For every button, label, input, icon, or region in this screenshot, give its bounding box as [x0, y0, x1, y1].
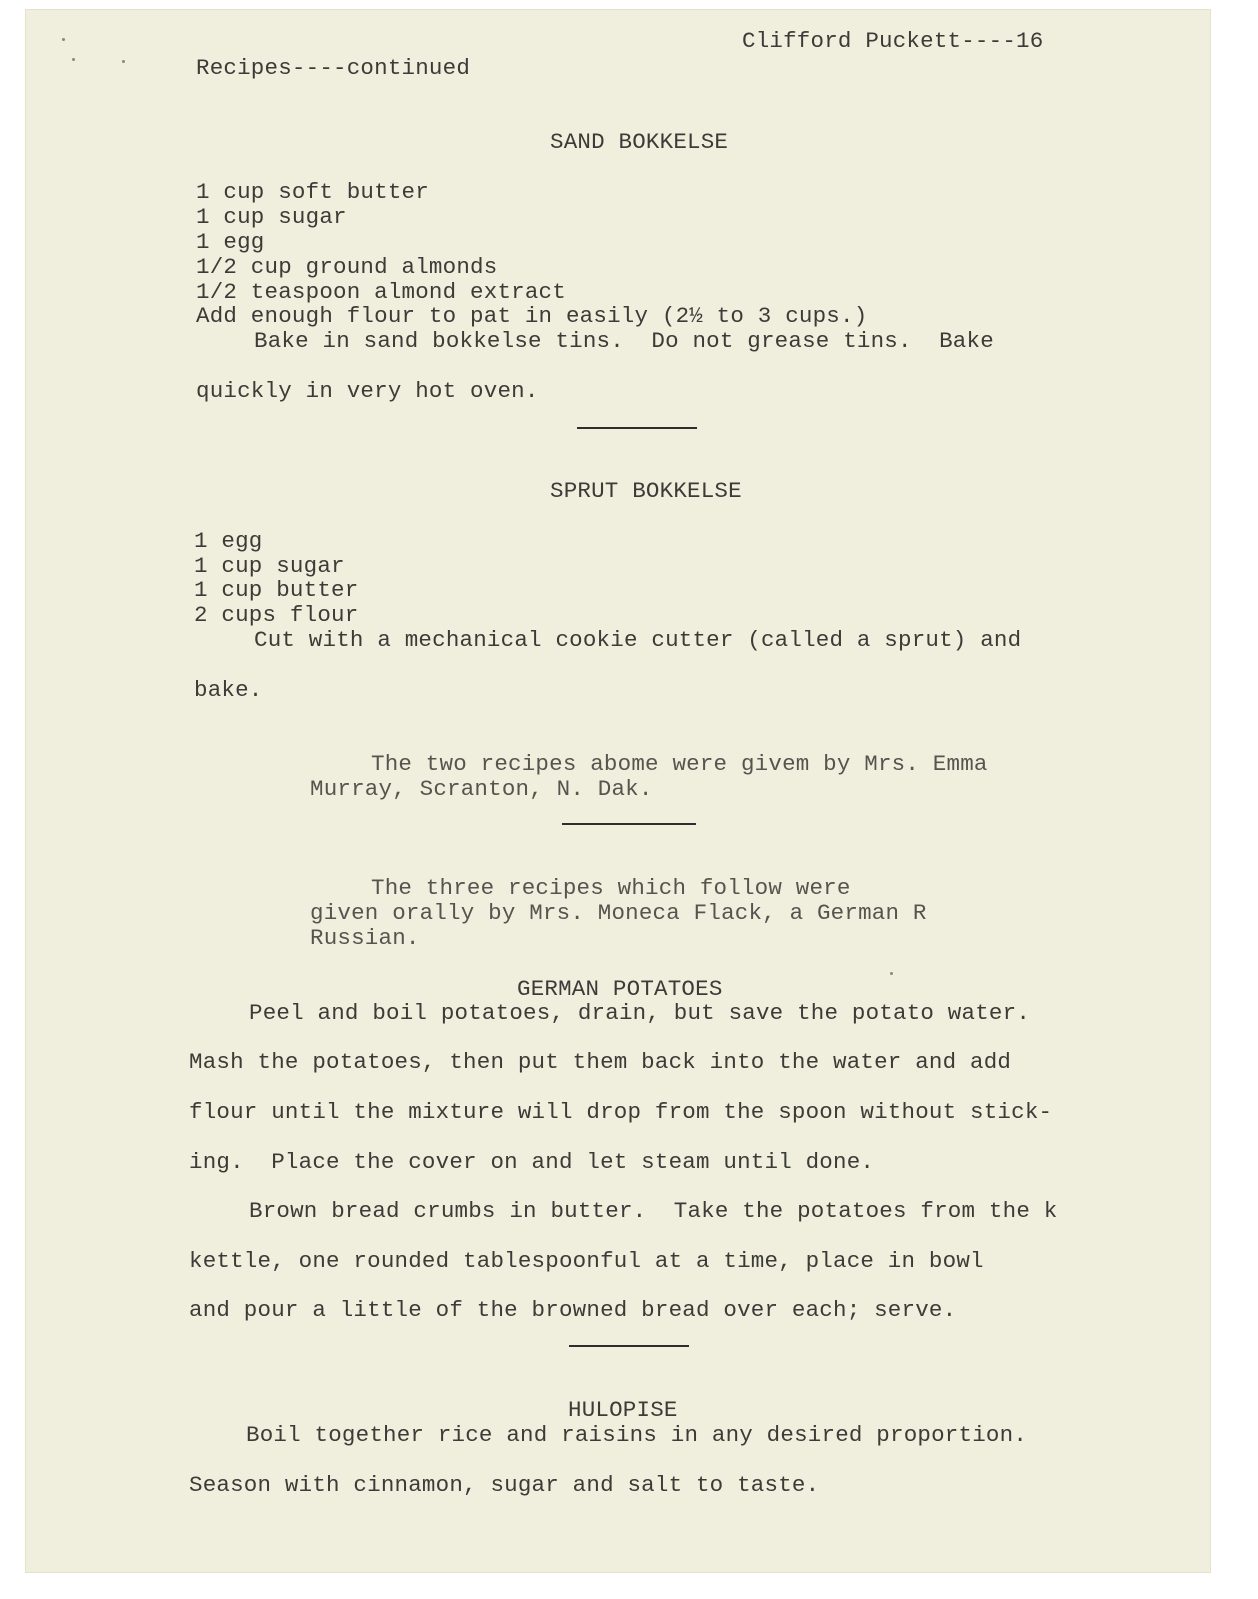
paragraph-line: Mash the potatoes, then put them back into the water and add	[189, 1049, 1012, 1075]
direction-line: quickly in very hot oven.	[196, 378, 539, 404]
recipe-title-hulopise: HULOPISE	[568, 1397, 678, 1423]
attribution-note-line: Murray, Scranton, N. Dak.	[310, 776, 653, 802]
ingredient-line: 1 cup sugar	[194, 553, 345, 579]
ingredient-line: Add enough flour to pat in easily (2½ to 3 cups.)	[196, 303, 868, 329]
page-header-author: Clifford Puckett----16	[742, 28, 1044, 54]
ingredient-line: 1/2 teaspoon almond extract	[196, 279, 566, 305]
ingredient-line: 1 egg	[196, 229, 265, 255]
paper-speck	[122, 60, 125, 63]
attribution-note-line: Russian.	[310, 925, 420, 951]
ingredient-line: 1 cup soft butter	[196, 179, 429, 205]
paragraph-line: Season with cinnamon, sugar and salt to taste.	[189, 1472, 820, 1498]
paragraph-line: flour until the mixture will drop from the spoon without stick-	[189, 1099, 1053, 1125]
paragraph-line: Peel and boil potatoes, drain, but save the potato water.	[249, 1000, 1031, 1026]
attribution-note-line: The two recipes abome were givem by Mrs. Emma	[371, 751, 988, 777]
paper-speck	[890, 972, 893, 975]
recipe-title-sand-bokkelse: SAND BOKKELSE	[550, 129, 729, 155]
ingredient-line: 1 egg	[194, 528, 263, 554]
ingredient-line: 1 cup butter	[194, 577, 359, 603]
page-header-section: Recipes----continued	[196, 55, 471, 81]
paragraph-line: kettle, one rounded tablespoonful at a time, place in bowl	[189, 1248, 984, 1274]
section-divider	[569, 1345, 689, 1347]
direction-line: bake.	[194, 677, 263, 703]
section-divider	[562, 823, 696, 825]
section-divider	[577, 427, 697, 429]
paragraph-line: and pour a little of the browned bread over each; serve.	[189, 1297, 957, 1323]
ingredient-line: 1/2 cup ground almonds	[196, 254, 498, 280]
direction-line: Bake in sand bokkelse tins. Do not grease tins. Bake	[254, 328, 994, 354]
paragraph-line: Brown bread crumbs in butter. Take the potatoes from the k	[249, 1198, 1058, 1224]
direction-line: Cut with a mechanical cookie cutter (called a sprut) and	[254, 627, 1022, 653]
recipe-title-german-potatoes: GERMAN POTATOES	[517, 976, 723, 1002]
ingredient-line: 1 cup sugar	[196, 204, 347, 230]
paragraph-line: Boil together rice and raisins in any desired proportion.	[246, 1422, 1028, 1448]
paper-speck	[62, 38, 65, 41]
paragraph-line: ing. Place the cover on and let steam until done.	[189, 1149, 875, 1175]
attribution-note-line: given orally by Mrs. Moneca Flack, a German R	[310, 900, 927, 926]
paper-speck	[72, 58, 75, 61]
attribution-note-line: The three recipes which follow were	[371, 875, 851, 901]
ingredient-line: 2 cups flour	[194, 602, 359, 628]
recipe-title-sprut-bokkelse: SPRUT BOKKELSE	[550, 478, 742, 504]
